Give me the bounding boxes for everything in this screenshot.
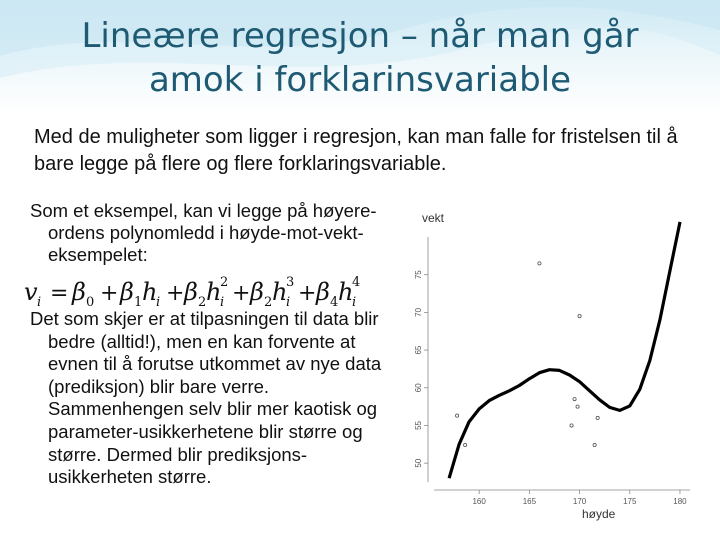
- formula-h1: h: [142, 278, 158, 306]
- example-block: [30, 200, 392, 266]
- formula-plus-3: +: [232, 281, 251, 306]
- formula-h4: h: [338, 278, 354, 306]
- intro-text: Med de muligheter som ligger i regresjon, kan man falle for fristelsen til å bare legge på flere og flere forklaringsvariable.: [34, 126, 678, 175]
- formula-h2: h: [206, 278, 222, 306]
- y-tick-label: 55: [414, 421, 423, 430]
- formula-plus-2: +: [166, 281, 185, 306]
- formula-h3-sub: i: [286, 295, 291, 310]
- formula-h3: h: [272, 278, 288, 306]
- y-tick-label: 75: [414, 270, 423, 280]
- example-text: Som et eksempel, kan vi legge på høyere-ordens polynomledd i høyde-mot-vekt-eksempelet:: [30, 200, 377, 265]
- y-tick-label: 65: [414, 345, 423, 355]
- x-tick-label: 180: [673, 497, 687, 506]
- formula-beta1-sub: 1: [134, 295, 143, 310]
- formula-h4-exp: 4: [352, 275, 361, 290]
- formula-beta3: β: [250, 278, 264, 306]
- formula-beta4: β: [316, 278, 330, 306]
- formula-h2-sub: i: [220, 295, 225, 310]
- formula-beta0-sub: 0: [86, 295, 95, 310]
- y-tick-label: 70: [414, 307, 423, 317]
- formula-beta0: β: [72, 278, 86, 306]
- y-tick-label: 50: [414, 458, 423, 468]
- formula-beta3-sub: 2: [264, 295, 273, 310]
- formula-plus-4: +: [298, 281, 317, 306]
- formula-beta2-sub: 2: [198, 295, 207, 310]
- formula-h2-exp: 2: [220, 275, 229, 290]
- x-axis-label: høyde: [582, 507, 616, 521]
- formula-beta4-sub: 4: [330, 295, 339, 310]
- formula-beta2: β: [184, 278, 198, 306]
- y-tick-label: 60: [414, 383, 423, 393]
- x-tick-label: 160: [472, 497, 486, 506]
- title-line-1: Lineære regresjon – når man går: [81, 16, 639, 56]
- consequence-text: Det som skjer er at tilpasningen til data blir bedre (alltid!), men en kan forvente at evnen til å forutse utkommet av nye data (prediksjon) blir bare verre. Sammenhengen selv blir mer kaotisk og parameter-usikkerhetene blir større og større. Dermed blir prediksjons-usikkerheten større.: [30, 308, 382, 488]
- formula-h1-sub: i: [156, 295, 161, 310]
- x-tick-label: 165: [522, 497, 537, 506]
- formula-lhs-sub: i: [37, 295, 42, 310]
- x-tick-label: 170: [572, 497, 587, 506]
- formula-beta1: β: [120, 278, 134, 306]
- y-axis-label: vekt: [422, 211, 445, 225]
- title-line-2: amok i forklarinsvariable: [148, 60, 572, 100]
- polynomial-formula: [20, 270, 390, 310]
- formula-plus-1: +: [100, 281, 119, 306]
- formula-equals: =: [50, 281, 69, 306]
- plot-background: [392, 192, 718, 530]
- formula-h4-sub: i: [352, 295, 357, 310]
- formula-lhs: v: [24, 278, 38, 306]
- scatter-plot: [392, 192, 718, 530]
- slide-title: [0, 14, 720, 102]
- x-tick-label: 175: [623, 497, 637, 506]
- formula-h3-exp: 3: [286, 275, 295, 290]
